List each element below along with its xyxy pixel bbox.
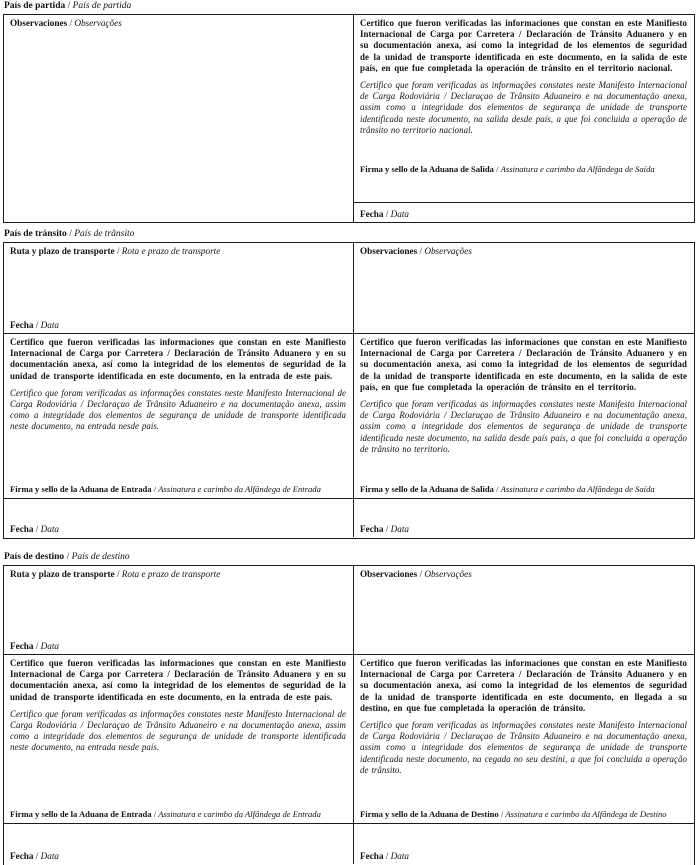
aduana-destino-cell-destino: [354, 655, 694, 823]
observaciones-field-destino: [354, 580, 694, 654]
section-title-pt: País de trânsito: [74, 229, 135, 239]
ruta-plazo-label: Ruta y plazo de transporte / Rota e prazo de transporte: [10, 246, 221, 256]
fecha-field-destino-entrada: [4, 824, 354, 864]
fecha-field-transito-entrada: [4, 499, 354, 537]
observaciones-field-transito: [354, 257, 694, 333]
certification-text-es: Certifico que fueron verificadas las informaciones que constan en este Manifiesto Internacional de Carga por Carretera / Declaración de Tránsito Aduanero y en su documentación anexa, así como la integridad de los elementos de seguridad de la unidad de transporte identificada en este documento, en llegada a su destino, en que fue completada la operación de tránsito.: [360, 658, 687, 713]
firma-aduana-salida-label: Firma y sello de la Aduana de Salida / Assinatura e carimbo da Alfândega de Saída: [360, 164, 655, 175]
fecha-field-destino-destino: [354, 824, 694, 864]
firma-aduana-destino-label: Firma y sello de la Aduana de Destino / Assinatura e carimbo da Alfândega de Destino: [360, 809, 667, 819]
fecha-field-transito-salida: [354, 499, 694, 537]
section-header-pais-de-transito: País de tránsito / País de trânsito: [4, 229, 135, 239]
certification-text-es: Certifico que fueron verificadas las informaciones que constan en este Manifiesto Internacional de Carga por Carretera / Declaración de Tránsito Aduanero y en su documentación anexa, así como la integridad de los elementos de seguridad de la unidad de transporte identificada en este documento, en la entrada de este país.: [10, 658, 346, 702]
section-title-pt: País de destino: [71, 552, 130, 562]
certification-text-es: Certifico que fueron verificadas las informaciones que constan en este Manifiesto Internacional de Carga por Carretera / Declaración de Tránsito Aduanero y en su documentación anexa, así como la integridad de los elementos de seguridad de la unidad de transporte identificada en este documento, en la salida de este país, en que fue completada la operación de tránsito en el territorio.: [360, 337, 687, 392]
observaciones-cell-partida: [4, 15, 354, 222]
firma-aduana-entrada-label: Firma y sello de la Aduana de Entrada / Assinatura e carimbo da Alfândega de Entrada: [10, 809, 321, 819]
ruta-plazo-label: Ruta y plazo de transporte / Rota e prazo de transporte: [10, 569, 221, 579]
certification-text-es: Certifico que fueron verificadas las informaciones que constan en este Manifiesto Internacional de Carga por Carretera / Declaración de Tránsito Aduanero y en su documentación anexa, así como la integridad de los elementos de seguridad de la unidad de transporte identificada en este documento, en la salida de este país, en que fue completada la operación de tránsito en el territorio nacional.: [360, 18, 687, 73]
certification-text-es: Certifico que fueron verificadas las informaciones que constan en este Manifiesto Internacional de Carga por Carretera / Declaración de Tránsito Aduanero y en su documentación anexa, así como la integridad de los elementos de seguridad de la unidad de transporte identificada en este documento, en la entrada de este país.: [10, 337, 346, 381]
ruta-plazo-cell-transito: [4, 243, 354, 333]
fecha-label: Fecha / Data: [10, 851, 60, 861]
section-title-es: País de destino: [4, 552, 65, 562]
fecha-label: Fecha / Data: [360, 851, 410, 861]
aduana-entrada-cell-transito: [4, 334, 354, 498]
fecha-label: Fecha / Data: [10, 524, 60, 534]
observaciones-label: Observaciones / Observações: [10, 18, 122, 28]
fecha-label: Fecha / Data: [360, 209, 410, 219]
section-header-pais-de-destino: País de destino / País de destino: [4, 552, 130, 562]
observaciones-label: Observaciones / Observações: [360, 246, 472, 256]
aduana-salida-cell-transito: [354, 334, 694, 498]
pais-de-transito-box: [3, 242, 695, 539]
firma-aduana-entrada-label: Firma y sello de la Aduana de Entrada / Assinatura e carimbo da Alfândega de Entrada: [10, 484, 321, 494]
pais-de-partida-box: [3, 14, 695, 223]
aduana-entrada-cell-destino: [4, 655, 354, 823]
observaciones-cell-destino: [354, 566, 694, 654]
fecha-label: Fecha / Data: [10, 641, 60, 651]
observaciones-field-partida: [4, 29, 353, 222]
section-title-es: País de tránsito: [4, 229, 67, 239]
certification-text-pt: Certifico que foram verificadas as informações constates neste Manifesto Internacional de Carga Rodoviária / Declaraçao de Trânsito Aduaneiro e na documentação anexa, assim como a integridade dos elementos de segurança de unidade de transporte identificada neste documento, na cegada no seu destini, a que foi concluida a operação de trânsito.: [360, 720, 687, 775]
ruta-plazo-cell-destino: [4, 566, 354, 654]
pais-de-destino-box: [3, 565, 695, 865]
certification-text-pt: Certifico que foram verificadas as informações constates neste Manifesto Internacional de Carga Rodoviária / Declaraçao de Trânsito Aduaneiro e na documentação anexa, assim como a integridade dos elementos de segurança de unidade de transporte identificada neste documento, na salida desde país, a que foi concluida a operação de trânsito no territorio nacional.: [360, 80, 687, 135]
aduana-salida-cell-partida: [354, 15, 694, 222]
certification-text-pt: Certifico que foram verificadas as informações constates neste Manifesto Internacional de Carga Rodoviária / Declaraçao de Trânsito Aduaneiro e na documentação anexa, assim como a integridade dos elementos de segurança de unidade de transporte identificada neste documento, na entrada nesde país.: [10, 387, 346, 432]
section-header-pais-de-partida: País de partida / País de partida: [4, 1, 132, 11]
observaciones-label: Observaciones / Observações: [360, 569, 472, 579]
fecha-field-partida: [354, 202, 694, 222]
section-title-es: País de partida: [4, 1, 66, 11]
fecha-label: Fecha / Data: [10, 320, 60, 330]
fecha-label: Fecha / Data: [360, 524, 410, 534]
certification-text-pt: Certifico que foram verificadas as informações constates neste Manifesto Internacional de Carga Rodoviária / Declaraçao de Trânsito Aduaneiro e na documentação anexa, assim como a integridade dos elementos de segurança de unidade de transporte identificada neste documento, na salida desde país país, a que foi concluida a operação de trânsito no territorio.: [360, 399, 687, 454]
section-title-pt: País de partida: [72, 1, 132, 11]
certification-text-pt: Certifico que foram verificadas as informações constates neste Manifesto Internacional de Carga Rodoviária / Declaraçao de Trânsito Aduaneiro e na documentação anexa, assim como a integridade dos elementos de segurança de unidade de transporte identificada neste documento, na entrada nesde país.: [10, 708, 346, 753]
observaciones-cell-transito: [354, 243, 694, 333]
firma-aduana-salida-label: Firma y sello de la Aduana de Salida / Assinatura e carimbo da Alfândega de Saída: [360, 484, 655, 494]
